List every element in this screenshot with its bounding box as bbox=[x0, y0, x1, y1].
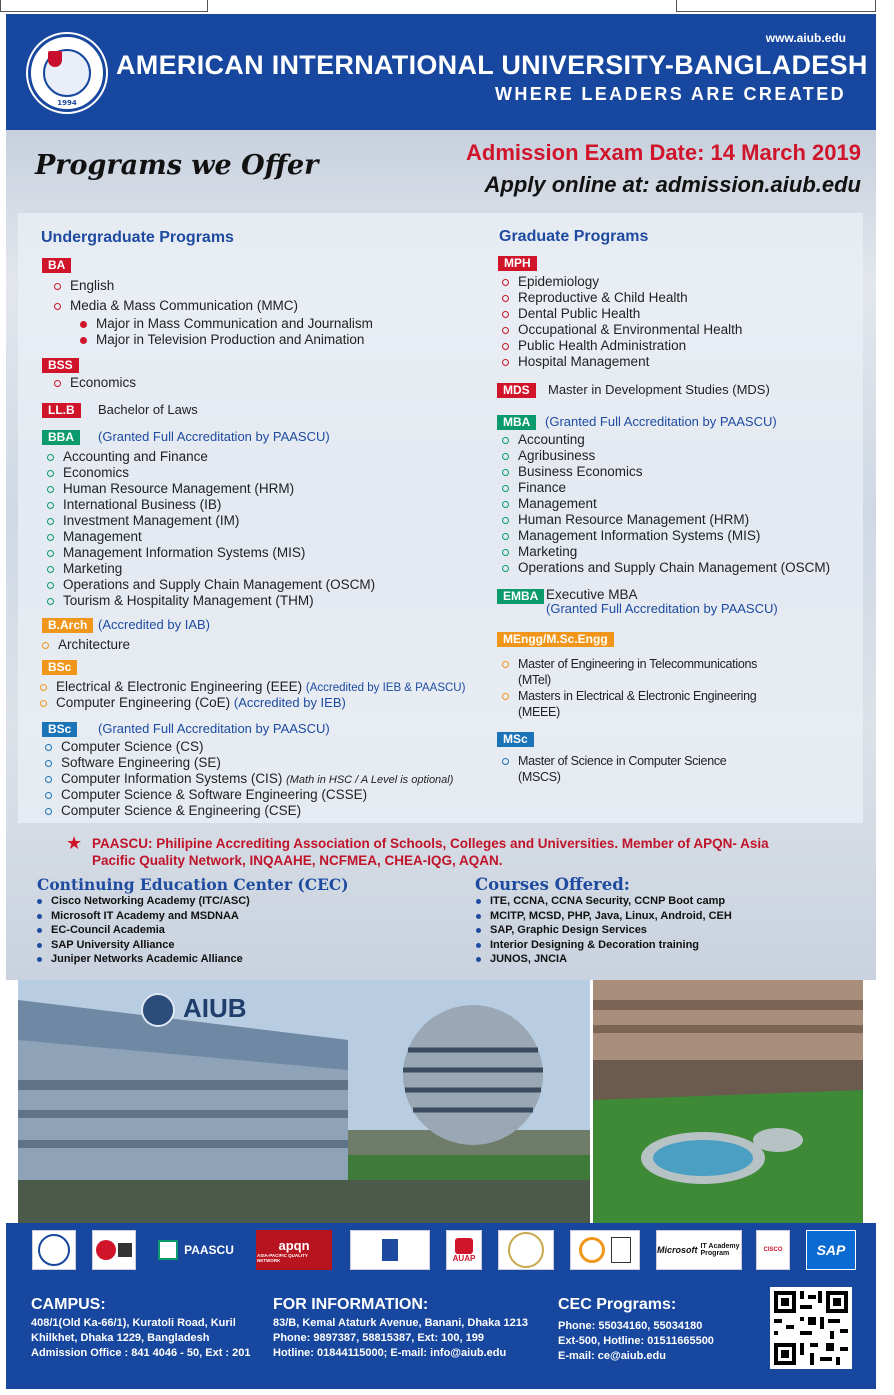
meng-tag: MEngg/M.Sc.Engg bbox=[497, 632, 614, 647]
bss-tag: BSS bbox=[42, 358, 79, 373]
campus-garden-illustration bbox=[593, 980, 863, 1223]
bsc-eng-tag: BSc bbox=[42, 660, 77, 675]
cisco-logo bbox=[756, 1230, 790, 1270]
list-item: Media & Mass Communication (MMC) bbox=[54, 298, 298, 314]
list-item: EC-Council Academia bbox=[36, 923, 250, 938]
msc-list bbox=[502, 753, 726, 785]
paascu-logo-text: PAASCU bbox=[184, 1243, 234, 1257]
info-line: 83/B, Kemal Ataturk Avenue, Banani, Dhaka 1213 bbox=[273, 1317, 528, 1329]
mba-tag: MBA bbox=[497, 415, 536, 430]
bsc-cs-list bbox=[45, 739, 453, 819]
bba-list bbox=[47, 449, 375, 609]
cec-list bbox=[36, 894, 250, 967]
square-icon bbox=[118, 1243, 132, 1257]
campus-line: Admission Office : 841 4046 - 50, Ext : 201 bbox=[31, 1347, 251, 1359]
qr-code bbox=[770, 1287, 852, 1369]
list-item: Accounting bbox=[502, 432, 830, 448]
campus-line: 408/1(Old Ka-66/1), Kuratoli Road, Kuril bbox=[31, 1317, 236, 1329]
accreditation-logos bbox=[6, 1223, 876, 1277]
emba-accreditation: (Granted Full Accreditation by PAASCU) bbox=[546, 601, 778, 616]
exam-date: Admission Exam Date: 14 March 2019 bbox=[466, 140, 861, 165]
bsc-cs-accreditation: (Granted Full Accreditation by PAASCU) bbox=[98, 721, 330, 736]
list-item: Software Engineering (SE) bbox=[45, 755, 453, 771]
list-item: Microsoft IT Academy and MSDNAA bbox=[36, 909, 250, 924]
cisco-text: CISCO bbox=[763, 1247, 783, 1253]
mph-list bbox=[502, 274, 742, 370]
microsoft-text: Microsoft bbox=[657, 1245, 698, 1255]
list-item: Cisco Networking Academy (ITC/ASC) bbox=[36, 894, 250, 909]
list-item: Management Information Systems (MIS) bbox=[502, 528, 830, 544]
header-banner bbox=[6, 14, 876, 130]
bba-accreditation: (Granted Full Accreditation by PAASCU) bbox=[98, 429, 330, 444]
ba-list bbox=[54, 278, 298, 314]
iso-logo bbox=[92, 1230, 136, 1270]
courses-heading: Courses Offered: bbox=[475, 875, 630, 894]
cis-note: (Math in HSC / A Level is optional) bbox=[286, 774, 454, 786]
newspaper-strip bbox=[0, 0, 894, 14]
barch-accreditation: (Accredited by IAB) bbox=[98, 617, 210, 632]
list-item: Economics bbox=[47, 465, 375, 481]
list-item: International Business (IB) bbox=[47, 497, 375, 513]
sap-logo bbox=[806, 1230, 856, 1270]
ba-tag: BA bbox=[42, 258, 71, 273]
newspaper-box bbox=[0, 0, 208, 12]
apply-online: Apply online at: admission.aiub.edu bbox=[484, 172, 861, 197]
sgs-mark-icon bbox=[579, 1237, 605, 1263]
llb-label: Bachelor of Laws bbox=[98, 402, 198, 417]
list-item: Master of Science in Computer Science bbox=[502, 753, 726, 769]
list-item: MCITP, MCSD, PHP, Java, Linux, Android, CEH bbox=[475, 909, 732, 924]
eee-label: Electrical & Electronic Engineering (EEE) bbox=[56, 679, 303, 694]
qr-code-graphic bbox=[770, 1287, 852, 1369]
apqn-logo bbox=[256, 1230, 332, 1270]
cec-line: E-mail: ce@aiub.edu bbox=[558, 1350, 666, 1362]
auap-text: AUAP bbox=[452, 1253, 476, 1263]
barch-tag: B.Arch bbox=[42, 618, 93, 633]
mds-tag: MDS bbox=[497, 383, 536, 398]
university-seal-logo bbox=[28, 34, 106, 112]
mds-label: Master in Development Studies (MDS) bbox=[548, 382, 770, 397]
quality-seal-logo bbox=[498, 1230, 554, 1270]
campus-building-photo bbox=[18, 980, 590, 1223]
info-line: Hotline: 01844115000; E-mail: info@aiub.edu bbox=[273, 1347, 507, 1359]
auap-logo bbox=[446, 1230, 482, 1270]
list-item: Juniper Networks Academic Alliance bbox=[36, 952, 250, 967]
footer-contact bbox=[6, 1277, 876, 1389]
gold-seal-icon bbox=[508, 1232, 544, 1268]
undergrad-heading: Undergraduate Programs bbox=[41, 229, 234, 246]
iau-logo bbox=[350, 1230, 430, 1270]
shield-icon bbox=[48, 51, 62, 67]
list-item: Operations and Supply Chain Management (OSCM) bbox=[47, 577, 375, 593]
eee-accreditation: (Accredited by IEB & PAASCU) bbox=[305, 682, 466, 694]
list-item: JUNOS, JNCIA bbox=[475, 952, 732, 967]
list-item: SAP University Alliance bbox=[36, 938, 250, 953]
ba-majors bbox=[80, 316, 373, 348]
list-item-cont: (MTel) bbox=[518, 673, 551, 687]
it-academy-text: IT Academy Program bbox=[700, 1243, 740, 1257]
list-item-cont: (MEEE) bbox=[518, 705, 560, 719]
apqn-text: apqn bbox=[278, 1237, 310, 1253]
ukas-mark-icon bbox=[611, 1237, 631, 1263]
emba-tag: EMBA bbox=[497, 589, 544, 604]
list-item: Occupational & Environmental Health bbox=[502, 322, 742, 338]
list-item: Marketing bbox=[47, 561, 375, 577]
list-item: Masters in Electrical & Electronic Engineering bbox=[502, 688, 757, 704]
list-item: Finance bbox=[502, 480, 830, 496]
list-item: Reproductive & Child Health bbox=[502, 290, 742, 306]
list-item: Interior Designing & Decoration training bbox=[475, 938, 732, 953]
red-circle-icon bbox=[96, 1240, 116, 1260]
mba-list bbox=[502, 432, 830, 576]
website-url: www.aiub.edu bbox=[765, 31, 846, 45]
list-item: Accounting and Finance bbox=[47, 449, 375, 465]
grad-heading: Graduate Programs bbox=[499, 228, 649, 245]
iau-mark-icon bbox=[382, 1239, 398, 1261]
list-item: English bbox=[54, 278, 298, 294]
list-item: Major in Television Production and Animation bbox=[80, 332, 373, 348]
list-item: Business Economics bbox=[502, 464, 830, 480]
info-line: Phone: 9897387, 58815387, Ext: 100, 199 bbox=[273, 1332, 484, 1344]
cec-programs-heading: CEC Programs: bbox=[558, 1296, 677, 1313]
list-item: Economics bbox=[54, 375, 136, 391]
barch-list bbox=[42, 637, 130, 653]
bss-list bbox=[54, 375, 136, 391]
campus-building-illustration bbox=[18, 980, 590, 1223]
newspaper-box bbox=[676, 0, 876, 12]
programs-title: Programs we Offer bbox=[35, 150, 319, 181]
list-item bbox=[45, 771, 453, 787]
bba-tag: BBA bbox=[42, 430, 80, 445]
list-item: Human Resource Management (HRM) bbox=[502, 512, 830, 528]
bsc-cs-tag: BSc bbox=[42, 722, 77, 737]
seal-year: 1994 bbox=[57, 99, 77, 107]
aiub-sign: AIUB bbox=[183, 993, 247, 1023]
list-item: Public Health Administration bbox=[502, 338, 742, 354]
list-item: Agribusiness bbox=[502, 448, 830, 464]
university-name: AMERICAN INTERNATIONAL UNIVERSITY-BANGLADESH bbox=[116, 50, 868, 80]
emba-label: Executive MBA bbox=[546, 587, 638, 602]
auap-mark-icon bbox=[455, 1238, 473, 1254]
sgs-logo bbox=[570, 1230, 640, 1270]
list-item: Management Information Systems (MIS) bbox=[47, 545, 375, 561]
coe-label: Computer Engineering (CoE) bbox=[56, 695, 231, 710]
coe-accreditation: (Accredited by IEB) bbox=[233, 695, 346, 710]
list-item: Marketing bbox=[502, 544, 830, 560]
list-item: Management bbox=[47, 529, 375, 545]
info-heading: FOR INFORMATION: bbox=[273, 1296, 429, 1313]
meng-list bbox=[502, 656, 757, 720]
list-item: ITE, CCNA, CCNA Security, CCNP Boot camp bbox=[475, 894, 732, 909]
list-item: Management bbox=[502, 496, 830, 512]
cis-label: Computer Information Systems (CIS) bbox=[61, 771, 283, 786]
apqn-sub: ASIA-PACIFIC QUALITY NETWORK bbox=[257, 1252, 308, 1263]
msc-tag: MSc bbox=[497, 732, 534, 747]
campus-heading: CAMPUS: bbox=[31, 1296, 106, 1313]
list-item: Human Resource Management (HRM) bbox=[47, 481, 375, 497]
cec-line: Ext-500, Hotline: 01511665500 bbox=[558, 1335, 714, 1347]
seal-logo bbox=[32, 1230, 76, 1270]
list-item: Tourism & Hospitality Management (THM) bbox=[47, 593, 375, 609]
list-item: Computer Science & Software Engineering (CSSE) bbox=[45, 787, 453, 803]
courses-list bbox=[475, 894, 732, 967]
list-item: Dental Public Health bbox=[502, 306, 742, 322]
mph-tag: MPH bbox=[498, 256, 537, 271]
list-item-cont: (MSCS) bbox=[518, 770, 561, 784]
tagline: WHERE LEADERS ARE CREATED bbox=[494, 84, 846, 104]
list-item: Investment Management (IM) bbox=[47, 513, 375, 529]
list-item: Epidemiology bbox=[502, 274, 742, 290]
paascu-logo bbox=[150, 1230, 242, 1270]
list-item: Operations and Supply Chain Management (OSCM) bbox=[502, 560, 830, 576]
star-icon: ★ bbox=[66, 833, 83, 854]
paascu-mark-icon bbox=[158, 1240, 178, 1260]
sap-text: SAP bbox=[816, 1242, 846, 1258]
list-item: Computer Science (CS) bbox=[45, 739, 453, 755]
list-item: Computer Science & Engineering (CSE) bbox=[45, 803, 453, 819]
paascu-note: PAASCU: Philipine Accrediting Association of Schools, Colleges and Universities. Member of APQN- Asia Pacific Quality Network, INQAAHE, NCFMEA, CHEA-IQG, AQAN. bbox=[92, 836, 769, 868]
cec-heading: Continuing Education Center (CEC) bbox=[37, 875, 349, 894]
round-seal-icon bbox=[38, 1234, 70, 1266]
microsoft-it-academy-logo bbox=[656, 1230, 742, 1270]
campus-line: Khilkhet, Dhaka 1229, Bangladesh bbox=[31, 1332, 210, 1344]
list-item: SAP, Graphic Design Services bbox=[475, 923, 732, 938]
llb-tag: LL.B bbox=[42, 403, 81, 418]
cec-line: Phone: 55034160, 55034180 bbox=[558, 1320, 703, 1332]
bsc-eng-list bbox=[40, 679, 465, 711]
list-item: Hospital Management bbox=[502, 354, 742, 370]
list-item: Architecture bbox=[42, 637, 130, 653]
list-item bbox=[40, 679, 465, 695]
list-item: Master of Engineering in Telecommunications bbox=[502, 656, 757, 672]
mba-accreditation: (Granted Full Accreditation by PAASCU) bbox=[545, 414, 777, 429]
list-item: Major in Mass Communication and Journalism bbox=[80, 316, 373, 332]
list-item bbox=[40, 695, 465, 711]
campus-garden-photo bbox=[593, 980, 863, 1223]
